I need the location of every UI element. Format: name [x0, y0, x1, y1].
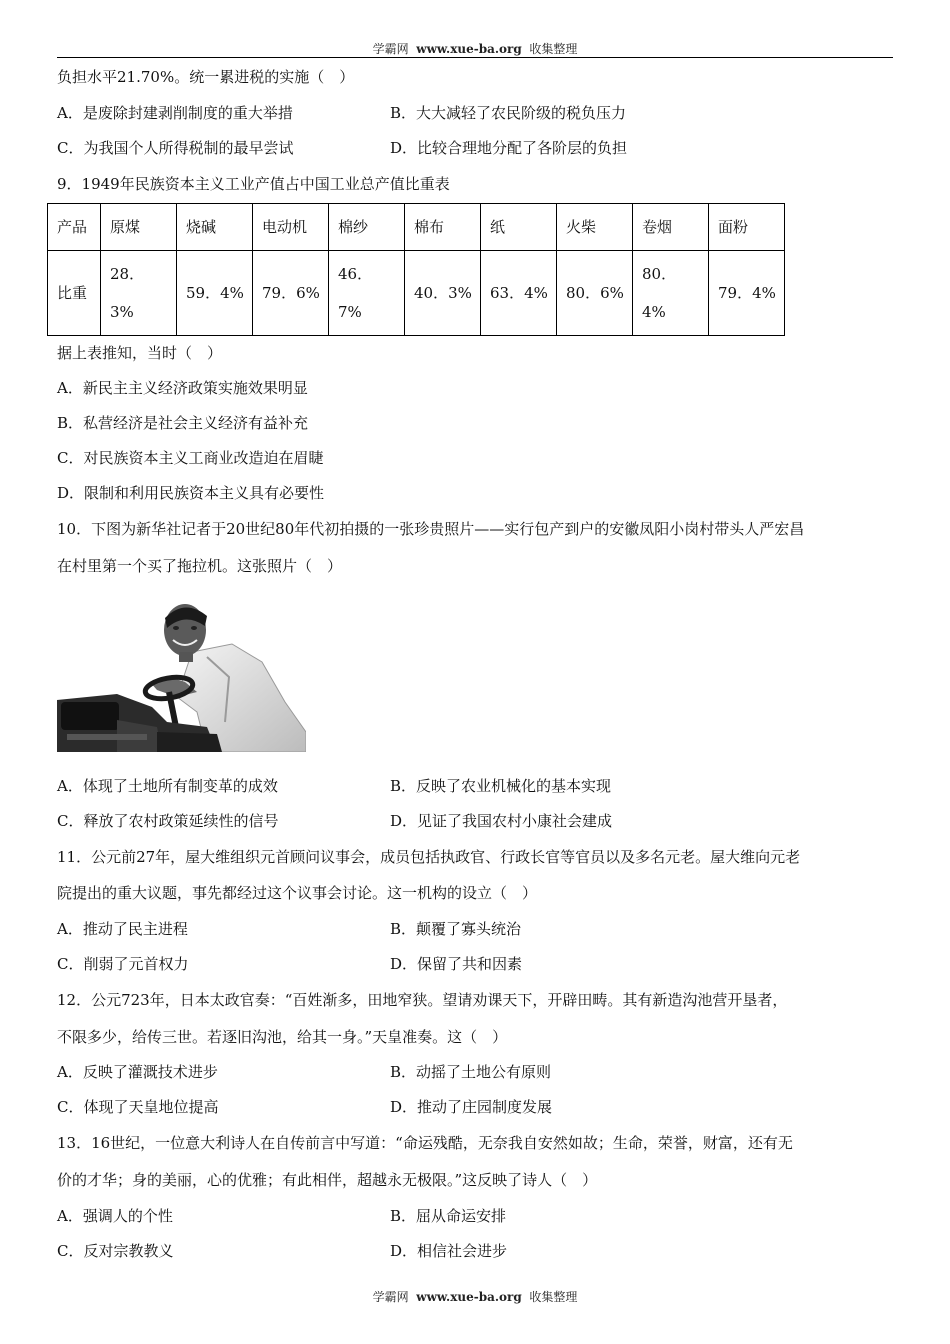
q13-option-c: C．反对宗教教义 — [57, 1242, 174, 1260]
q9-option-d: D．限制和利用民族资本主义具有必要性 — [57, 484, 325, 502]
table-cell-product: 火柴 — [557, 204, 633, 251]
q11-option-d: D．保留了共和因素 — [390, 955, 523, 973]
table-cell-share: 80． 4% — [633, 251, 709, 336]
footer-url: www.xue-ba.org — [416, 1290, 522, 1304]
table-cell-product: 电动机 — [253, 204, 329, 251]
q10-option-b: B．反映了农业机械化的基本实现 — [390, 777, 612, 795]
footer-note: 收集整理 — [529, 1290, 578, 1304]
q13-option-a: A．强调人的个性 — [57, 1207, 173, 1225]
table-cell-product: 卷烟 — [633, 204, 709, 251]
table-cell-product: 面粉 — [709, 204, 785, 251]
q10-option-c: C．释放了农村政策延续性的信号 — [57, 812, 279, 830]
table-cell-share: 63．4% — [481, 251, 557, 336]
table-cell-product: 原煤 — [101, 204, 177, 251]
table-cell-row-label: 比重 — [48, 251, 101, 336]
table-cell-share: 79．4% — [709, 251, 785, 336]
q9-title: 9．1949年民族资本主义工业产值占中国工业总产值比重表 — [57, 175, 450, 193]
table-row-shares — [48, 251, 785, 336]
header-rule — [57, 57, 893, 58]
q13-option-b: B．屈从命运安排 — [390, 1207, 507, 1225]
q11-option-a: A．推动了民主进程 — [57, 920, 188, 938]
q11-stem-line1: 11．公元前27年，屋大维组织元首顾问议事会，成员包括执政官、行政长官等官员以及多名元老。屋大维向元老 — [57, 848, 801, 866]
header-site: 学霸网 — [372, 42, 409, 56]
q10-option-a: A．体现了土地所有制变革的成效 — [57, 777, 278, 795]
q11-option-b: B．颠覆了寡头统治 — [390, 920, 522, 938]
q12-stem-line2: 不限多少，给传三世。若逐旧沟池，给其一身。”天皇准奏。这（ ） — [57, 1028, 508, 1046]
tractor-photo — [57, 602, 306, 752]
table-cell-product: 棉布 — [405, 204, 481, 251]
q10-stem-line1: 10．下图为新华社记者于20世纪80年代初拍摄的一张珍贵照片——实行包产到户的安徽凤阳小岗村带头人严宏昌 — [57, 520, 805, 538]
q12-option-a: A．反映了灌溉技术进步 — [57, 1063, 218, 1081]
table-cell-share: 46． 7% — [329, 251, 405, 336]
q8-stem-tail: 负担水平21.70%。统一累进税的实施（ ） — [57, 68, 355, 86]
header-url: www.xue-ba.org — [416, 42, 522, 56]
q10-option-d: D．见证了我国农村小康社会建成 — [390, 812, 613, 830]
page-footer — [0, 1288, 950, 1305]
q8-option-b: B．大大减轻了农民阶级的税负压力 — [390, 104, 627, 122]
q12-option-d: D．推动了庄园制度发展 — [390, 1098, 553, 1116]
industry-share-table — [47, 203, 785, 336]
q12-option-b: B．动摇了土地公有原则 — [390, 1063, 552, 1081]
q12-stem-line1: 12．公元723年，日本太政官奏：“百姓渐多，田地窄狭。望请劝课天下，开辟田畴。其有新造沟池营开垦者， — [57, 991, 788, 1009]
header-note: 收集整理 — [529, 42, 578, 56]
q9-option-b: B．私营经济是社会主义经济有益补充 — [57, 414, 309, 432]
q11-option-c: C．削弱了元首权力 — [57, 955, 189, 973]
q13-option-d: D．相信社会进步 — [390, 1242, 508, 1260]
q8-option-c: C．为我国个人所得税制的最早尝试 — [57, 139, 294, 157]
q12-option-c: C．体现了天皇地位提高 — [57, 1098, 219, 1116]
table-row-products — [48, 204, 785, 251]
q13-stem-line2: 价的才华；身的美丽，心的优雅；有此相伴，超越永无极限。”这反映了诗人（ ） — [57, 1171, 598, 1189]
q11-stem-line2: 院提出的重大议题，事先都经过这个议事会讨论。这一机构的设立（ ） — [57, 884, 538, 902]
footer-site: 学霸网 — [372, 1290, 409, 1304]
table-cell-product: 纸 — [481, 204, 557, 251]
page-header — [0, 40, 950, 57]
q10-stem-line2: 在村里第一个买了拖拉机。这张照片（ ） — [57, 557, 343, 575]
q9-option-c: C．对民族资本主义工商业改造迫在眉睫 — [57, 449, 324, 467]
table-cell-row-label: 产品 — [48, 204, 101, 251]
q13-stem-line1: 13．16世纪，一位意大利诗人在自传前言中写道：“命运残酷，无奈我自安然如故；生命，荣誉，财富，还有无 — [57, 1134, 793, 1152]
q8-option-d: D．比较合理地分配了各阶层的负担 — [390, 139, 628, 157]
table-cell-product: 棉纱 — [329, 204, 405, 251]
q8-option-a: A．是废除封建剥削制度的重大举措 — [57, 104, 293, 122]
table-cell-share: 28． 3% — [101, 251, 177, 336]
table-cell-share: 80．6% — [557, 251, 633, 336]
table-cell-share: 79．6% — [253, 251, 329, 336]
table-cell-share: 40．3% — [405, 251, 481, 336]
q9-option-a: A．新民主主义经济政策实施效果明显 — [57, 379, 308, 397]
table-cell-product: 烧碱 — [177, 204, 253, 251]
q9-stem: 据上表推知，当时（ ） — [57, 344, 223, 362]
table-cell-share: 59．4% — [177, 251, 253, 336]
